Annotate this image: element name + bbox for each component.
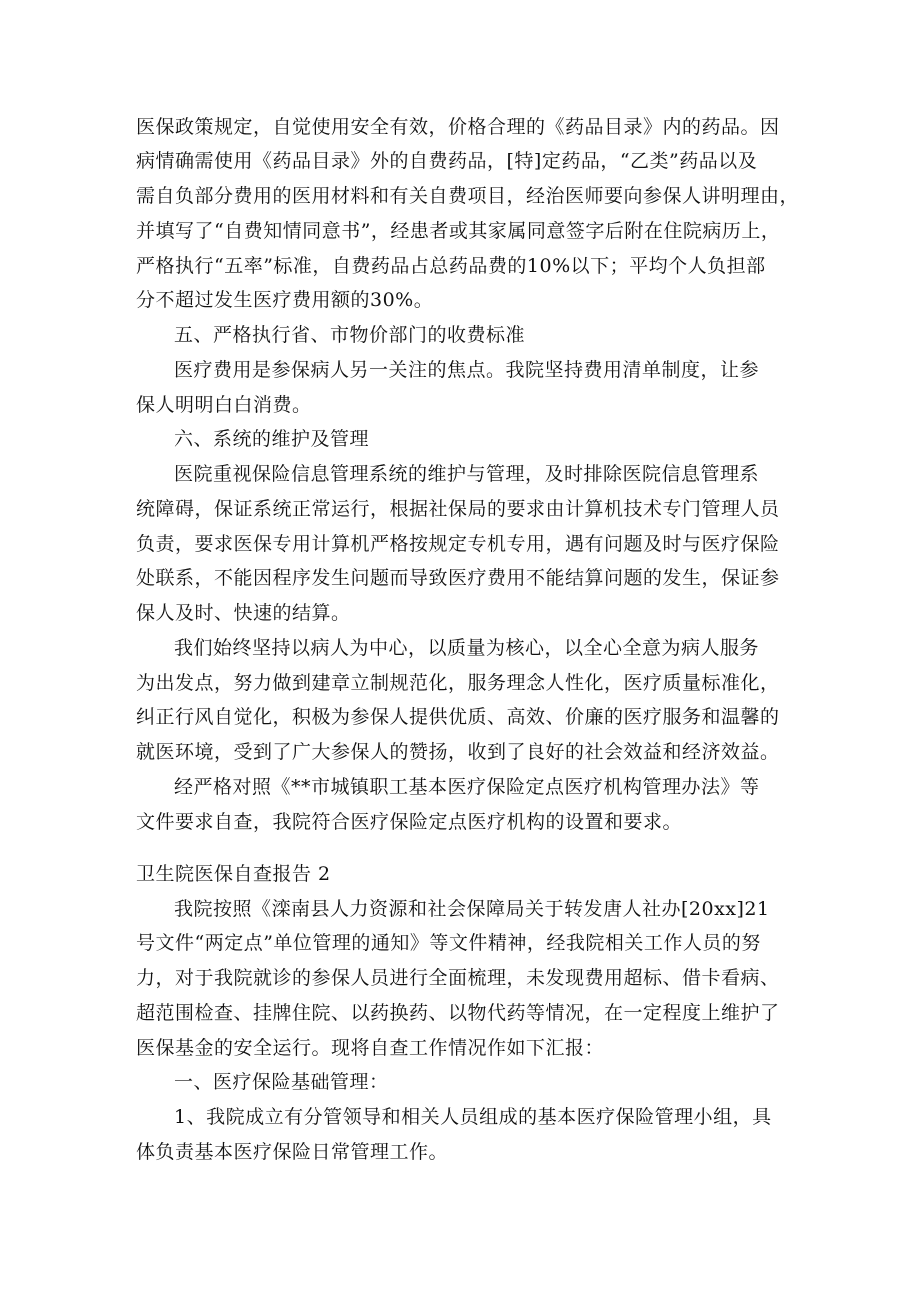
text-line: 文件要求自查，我院符合医疗保险定点医疗机构的设置和要求。 — [136, 811, 683, 833]
text-line: 处联系，不能因程序发生问题而导致医疗费用不能结算问题的发生，保证参 — [136, 567, 780, 589]
text-line: 1、我院成立有分管领导和相关人员组成的基本医疗保险管理小组，具 — [174, 1106, 772, 1128]
text-line: 超范围检查、挂牌住院、以药换药、以物代药等情况，在一定程度上维护了 — [136, 1002, 780, 1024]
text-line: 我院按照《滦南县人力资源和社会保障局关于转发唐人社办[20xx]21 — [174, 898, 770, 920]
text-line: 经严格对照《**市城镇职工基本医疗保险定点医疗机构管理办法》等 — [174, 776, 760, 798]
text-line: 就医环境，受到了广大参保人的赞扬，收到了良好的社会效益和经济效益。 — [136, 741, 780, 763]
text-line: 医保政策规定，自觉使用安全有效，价格合理的《药品目录》内的药品。因 — [136, 116, 780, 138]
text-line: 号文件“两定点”单位管理的通知》等文件精神，经我院相关工作人员的努 — [136, 932, 761, 954]
text-line: 严格执行“五率”标准，自费药品占总药品费的10%以下；平均个人负担部 — [136, 255, 766, 277]
text-line: 保人及时、快速的结算。 — [136, 602, 351, 624]
text-line: 医疗费用是参保病人另一关注的焦点。我院坚持费用清单制度，让参 — [174, 359, 760, 381]
text-line: 体负责基本医疗保险日常管理工作。 — [136, 1141, 449, 1163]
text-line: 需自负部分费用的医用材料和有关自费项目，经治医师要向参保人讲明理由， — [136, 185, 800, 207]
text-line: 力，对于我院就诊的参保人员进行全面梳理，未发现费用超标、借卡看病、 — [136, 967, 780, 989]
text-line: 纠正行风自觉化，积极为参保人提供优质、高效、价廉的医疗服务和温馨的 — [136, 706, 780, 728]
text-line: 统障碍，保证系统正常运行，根据社保局的要求由计算机技术专门管理人员 — [136, 498, 780, 520]
section-heading: 六、系统的维护及管理 — [174, 428, 370, 450]
text-line: 分不超过发生医疗费用额的30%。 — [136, 289, 434, 311]
text-line: 保人明明白白消费。 — [136, 394, 312, 416]
section-heading: 五、严格执行省、市物价部门的收费标准 — [174, 324, 526, 346]
text-line: 并填写了“自费知情同意书”，经患者或其家属同意签字后附在住院病历上， — [136, 220, 781, 242]
text-line: 医院重视保险信息管理系统的维护与管理，及时排除医院信息管理系 — [174, 463, 760, 485]
section-heading: 一、医疗保险基础管理： — [174, 1071, 389, 1093]
text-line: 病情确需使用《药品目录》外的自费药品，[特]定药品，“乙类”药品以及 — [136, 150, 758, 172]
text-line: 医保基金的安全运行。现将自查工作情况作如下汇报： — [136, 1037, 605, 1059]
text-line: 为出发点，努力做到建章立制规范化，服务理念人性化，医疗质量标准化， — [136, 672, 780, 694]
text-line: 负责，要求医保专用计算机严格按规定专机专用，遇有问题及时与医疗保险 — [136, 533, 780, 555]
report-title: 卫生院医保自查报告 2 — [136, 863, 331, 885]
text-line: 我们始终坚持以病人为中心，以质量为核心，以全心全意为病人服务 — [174, 637, 760, 659]
